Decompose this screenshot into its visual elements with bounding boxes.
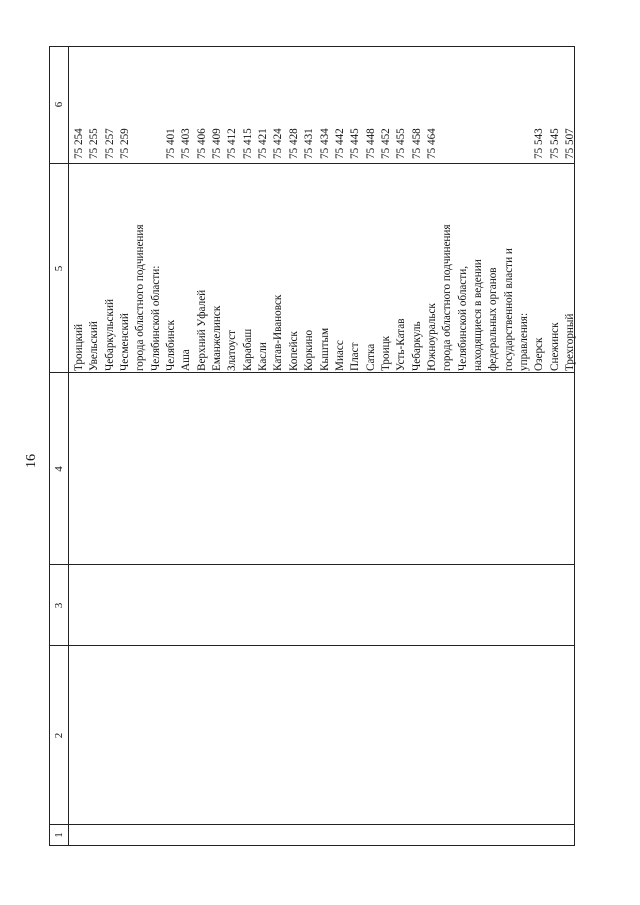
row-name: Троицкий [73, 324, 85, 371]
row-name: Озерск [533, 337, 546, 371]
table-body [49, 46, 575, 846]
row-name: Карабаш [241, 328, 254, 371]
row-name: Челябинской области: [149, 265, 162, 371]
column-divider [50, 564, 574, 565]
row-name: государственной власти и [502, 248, 515, 371]
row-name: города областного подчинения [441, 224, 454, 371]
column-header-1: 1 [53, 832, 65, 838]
column-header-6: 6 [53, 101, 65, 108]
column-header-4: 4 [53, 466, 65, 472]
row-code: 75 259 [119, 128, 132, 159]
row-name: Снежинск [548, 322, 561, 371]
row-name: Чебаркульский [103, 299, 116, 371]
row-code [133, 51, 148, 161]
column-divider [50, 645, 574, 646]
row-name: Усть-Катав [395, 318, 408, 371]
row-name: Миасс [333, 340, 346, 371]
row-name: Троицк [379, 335, 392, 371]
codes-column [72, 51, 578, 161]
row-name: Трехгорный [564, 313, 576, 371]
row-code: 75 254 [73, 128, 85, 159]
row-name: Катав-Ивановск [272, 294, 285, 371]
row-code: 75 545 [548, 128, 561, 159]
row-code: 75 434 [318, 128, 331, 159]
column-header-2: 2 [53, 732, 65, 739]
row-code [149, 51, 164, 161]
row-name: Златоуст [226, 329, 239, 371]
column-divider [50, 824, 574, 825]
column-divider [50, 163, 574, 164]
header-divider [68, 47, 69, 845]
row-name: Еманжелинск [211, 305, 224, 371]
row-name: Аша [180, 349, 193, 371]
row-name: Пласт [349, 342, 362, 371]
row-name: Копейск [287, 331, 300, 371]
row-code [471, 51, 486, 161]
row-name: Увельский [88, 321, 101, 371]
column-header-3: 3 [53, 602, 65, 609]
row-code: 75 421 [257, 128, 270, 159]
row-name: Челябинск [165, 319, 178, 371]
row-name: города областного подчинения [134, 224, 147, 371]
row-code: 75 412 [226, 128, 239, 159]
row-code: 75 406 [195, 128, 208, 159]
row-code [456, 51, 471, 161]
row-code [517, 51, 532, 161]
row-code: 75 255 [88, 128, 101, 159]
row-code: 75 442 [333, 128, 346, 159]
row-name: Южноуральск [425, 303, 438, 371]
names-column [72, 166, 578, 371]
row-code: 75 464 [425, 128, 438, 159]
row-code [486, 51, 501, 161]
row-code: 75 424 [272, 128, 285, 159]
row-code: 75 458 [410, 128, 423, 159]
row-code: 75 403 [180, 128, 193, 159]
row-name: федеральных органов [487, 267, 500, 371]
row-code: 75 445 [349, 128, 362, 159]
row-code [502, 51, 517, 161]
row-code: 75 543 [533, 128, 546, 159]
row-name: Челябинской области, [456, 265, 469, 371]
row-code: 75 428 [287, 128, 300, 159]
row-code [440, 51, 455, 161]
row-code: 75 455 [395, 128, 408, 159]
row-name: Касли [257, 342, 270, 371]
row-name: Коркино [303, 329, 316, 371]
row-code: 75 507 [564, 128, 576, 159]
row-name: управления: [517, 312, 530, 371]
row-code: 75 448 [364, 128, 377, 159]
row-name: Чебаркуль [410, 321, 423, 371]
row-name: Верхний Уфалей [195, 289, 208, 371]
row-code: 75 401 [165, 128, 178, 159]
row-code: 75 257 [103, 128, 116, 159]
row-code: 75 415 [241, 128, 254, 159]
row-name: находящиеся в ведении [471, 259, 484, 371]
row-name: Сатка [364, 343, 377, 371]
row-code: 75 409 [211, 128, 224, 159]
row-name: Чесменский [119, 313, 132, 371]
row-name: Кыштым [318, 327, 331, 371]
page-number: 16 [24, 454, 39, 468]
classification-table [49, 46, 575, 846]
row-code: 75 452 [379, 128, 392, 159]
row-code: 75 431 [303, 128, 316, 159]
column-divider [50, 372, 574, 373]
column-header-5: 5 [53, 265, 65, 272]
